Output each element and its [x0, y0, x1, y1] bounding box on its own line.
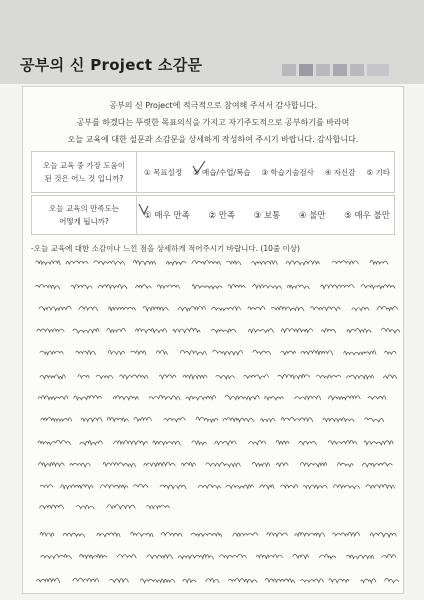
option-confidence[interactable]: ④ 자신감	[324, 167, 356, 177]
handwritten-word	[311, 306, 341, 310]
handwritten-word	[117, 554, 136, 558]
handwritten-word	[38, 463, 64, 467]
handwritten-word	[252, 261, 278, 265]
handwritten-word	[159, 375, 176, 379]
handwritten-word	[196, 417, 218, 422]
option-very-dissatisfied[interactable]: ⑤ 매우 불만	[344, 211, 390, 221]
handwritten-word	[286, 261, 319, 265]
handwritten-word	[110, 579, 129, 583]
handwritten-word	[370, 533, 396, 537]
handwritten-word	[346, 375, 373, 379]
handwritten-word	[38, 395, 68, 399]
question-label-line: 오늘 교육의 만족도는	[49, 204, 119, 213]
handwritten-word	[147, 505, 170, 509]
handwritten-word	[211, 329, 236, 333]
handwritten-word	[181, 463, 195, 467]
page-title: 공부의 신 Project 소감문	[20, 56, 203, 74]
handwritten-word	[216, 375, 235, 379]
handwritten-word	[107, 328, 126, 333]
handwritten-word	[113, 396, 138, 400]
handwritten-word	[366, 484, 395, 488]
handwritten-word	[267, 533, 288, 537]
handwritten-word	[164, 418, 185, 422]
handwritten-word	[322, 329, 336, 333]
handwritten-word	[276, 440, 289, 444]
handwritten-word	[370, 260, 388, 264]
handwritten-word	[301, 579, 324, 583]
handwritten-word	[382, 554, 396, 557]
handwritten-word	[79, 554, 106, 558]
option-satisfied[interactable]: ② 만족	[208, 211, 236, 221]
handwritten-word	[198, 485, 220, 489]
handwritten-word	[41, 418, 72, 422]
handwritten-word	[167, 261, 186, 265]
handwritten-word	[114, 440, 148, 445]
handwritten-word	[368, 396, 386, 400]
handwritten-word	[295, 532, 325, 536]
handwritten-word	[103, 462, 135, 466]
handwritten-word	[37, 329, 64, 332]
handwritten-word	[183, 375, 207, 379]
question-label-line: 어떻게 됩니까?	[59, 217, 109, 226]
handwritten-word	[233, 533, 258, 537]
handwritten-word	[384, 375, 397, 379]
handwritten-word	[109, 307, 136, 311]
handwritten-word	[107, 417, 128, 422]
handwritten-word	[248, 329, 273, 333]
handwritten-word	[293, 554, 309, 558]
handwritten-word	[74, 396, 102, 400]
handwritten-word	[377, 306, 398, 310]
handwritten-word	[211, 307, 240, 311]
handwritten-word	[206, 578, 219, 582]
handwritten-word	[248, 306, 265, 309]
handwritten-word	[264, 397, 283, 400]
handwritten-word	[276, 463, 288, 467]
handwritten-word	[76, 351, 95, 355]
handwritten-word	[278, 374, 310, 378]
handwritten-word	[361, 579, 376, 583]
option-label: ① 매우 만족	[144, 211, 190, 221]
handwritten-word	[61, 485, 93, 489]
handwritten-word	[147, 555, 173, 559]
intro-line: 공부의 신 Project에 적극적으로 참여해 주셔서 감사합니다.	[109, 101, 317, 110]
handwritten-word	[71, 285, 92, 289]
handwritten-word	[96, 375, 113, 378]
handwritten-word	[319, 554, 335, 559]
intro-line: 오늘 교육에 대한 설문과 소감문을 상세하게 작성하여 주시기 바랍니다. 감사합니다.	[67, 135, 359, 144]
redacted-logo	[282, 64, 389, 76]
handwritten-word	[98, 285, 127, 289]
handwritten-word	[385, 578, 399, 583]
handwritten-word	[333, 485, 359, 489]
handwritten-word	[107, 505, 135, 509]
handwritten-word	[63, 533, 85, 537]
handwritten-word	[352, 307, 369, 311]
handwritten-word	[281, 485, 298, 488]
question-label-line: 된 것은 어느 것 입니까?	[44, 174, 124, 183]
handwritten-word	[299, 441, 317, 444]
handwritten-word	[281, 328, 313, 332]
handwritten-word	[227, 261, 241, 265]
handwritten-word	[80, 441, 103, 445]
handwritten-word	[178, 555, 213, 559]
handwritten-word	[225, 395, 259, 400]
handwritten-word	[226, 485, 254, 489]
handwritten-word	[186, 395, 216, 399]
handwritten-word	[180, 350, 206, 354]
handwritten-word	[161, 532, 182, 536]
handwritten-word	[332, 261, 358, 265]
handwritten-word	[215, 441, 236, 445]
option-label: ② 예습/수업/복습	[192, 167, 251, 177]
handwritten-word	[265, 578, 294, 582]
handwritten-word	[385, 351, 397, 354]
handwritten-word	[316, 375, 341, 379]
handwritten-word	[131, 351, 146, 355]
handwritten-word	[40, 375, 65, 379]
handwritten-word	[120, 375, 148, 379]
handwritten-word	[252, 462, 269, 466]
free-response-prompt: -오늘 교육에 대한 소감이나 느낀 점을 상세하게 적어주시기 바랍니다. (10줄 이상)	[31, 244, 300, 253]
handwritten-word	[36, 284, 60, 289]
handwritten-word	[362, 463, 392, 467]
handwritten-word	[158, 285, 180, 289]
handwritten-word	[160, 485, 186, 489]
handwritten-word	[131, 532, 154, 537]
handwritten-word	[361, 285, 395, 289]
handwritten-word	[108, 350, 125, 354]
handwritten-word	[94, 261, 125, 265]
option-other[interactable]: ⑤ 기타	[366, 167, 390, 177]
handwritten-word	[364, 441, 393, 445]
handwritten-word	[191, 533, 222, 537]
option-goal-setting[interactable]: ① 목표설정	[144, 167, 183, 177]
handwritten-word	[81, 418, 102, 422]
handwritten-word	[38, 440, 71, 445]
handwritten-word	[228, 579, 257, 583]
handwritten-word	[333, 532, 360, 536]
handwritten-word	[223, 418, 254, 422]
handwritten-word	[261, 418, 276, 421]
handwritten-word	[144, 462, 175, 467]
option-neutral[interactable]: ③ 보통	[253, 211, 281, 221]
handwritten-word	[143, 306, 168, 311]
handwritten-word	[136, 329, 167, 333]
handwritten-word	[40, 505, 64, 509]
handwritten-word	[271, 306, 304, 310]
handwritten-word	[97, 533, 120, 537]
option-dissatisfied[interactable]: ④ 불만	[298, 211, 326, 221]
handwritten-word	[40, 485, 53, 488]
handwritten-word	[287, 285, 309, 289]
handwritten-word	[70, 463, 90, 467]
handwritten-word	[344, 351, 376, 355]
handwritten-word	[40, 532, 54, 536]
handwritten-word	[281, 351, 296, 355]
handwritten-word	[133, 260, 155, 264]
handwritten-word	[300, 462, 327, 466]
handwritten-word	[256, 555, 282, 559]
handwritten-word	[173, 328, 200, 333]
handwritten-word	[381, 328, 400, 333]
handwritten-word	[301, 351, 333, 355]
handwritten-word	[253, 350, 271, 354]
handwritten-word	[328, 396, 360, 400]
handwritten-word	[192, 284, 222, 289]
handwritten-word	[66, 261, 88, 264]
handwritten-word	[323, 418, 354, 422]
handwritten-word	[295, 396, 321, 400]
handwritten-word	[156, 350, 167, 354]
handwritten-word	[40, 351, 63, 355]
survey-sheet	[22, 86, 404, 594]
intro-line: 공부를 하겠다는 뚜렷한 목표의식을 가지고 자기주도적으로 공부하기를 바라며	[76, 118, 350, 127]
handwritten-word	[76, 505, 94, 509]
handwritten-word	[140, 579, 175, 583]
handwritten-word	[183, 579, 196, 583]
handwritten-word	[149, 395, 180, 400]
handwritten-word	[134, 417, 151, 421]
handwritten-word	[192, 260, 220, 264]
handwritten-word	[178, 306, 206, 311]
handwritten-word	[347, 328, 371, 332]
handwritten-word	[303, 485, 327, 489]
handwritten-word	[329, 579, 349, 583]
handwritten-response[interactable]	[23, 87, 403, 593]
handwritten-word	[36, 578, 59, 582]
handwritten-word	[39, 306, 71, 311]
handwritten-word	[36, 261, 60, 265]
handwritten-word	[321, 285, 354, 289]
handwritten-word	[153, 441, 181, 445]
handwritten-word	[78, 375, 89, 378]
handwritten-word	[365, 418, 384, 422]
handwritten-word	[133, 484, 148, 487]
handwritten-word	[228, 284, 245, 288]
handwritten-word	[206, 463, 240, 467]
handwritten-word	[213, 350, 243, 355]
option-study-skills-test[interactable]: ③ 학습기술검사	[261, 167, 314, 177]
handwritten-word	[73, 328, 99, 333]
handwritten-word	[244, 375, 269, 379]
handwritten-word	[219, 554, 246, 558]
handwritten-word	[260, 485, 274, 489]
handwritten-word	[281, 417, 312, 421]
handwritten-word	[100, 485, 128, 489]
handwritten-word	[192, 441, 207, 445]
handwritten-word	[347, 555, 374, 559]
handwritten-word	[253, 284, 282, 288]
question-label-line: 오늘 교육 중 가장 도움이	[43, 161, 125, 170]
handwritten-word	[136, 285, 152, 288]
handwritten-word	[73, 578, 99, 582]
handwritten-word	[79, 307, 98, 311]
handwritten-word	[249, 440, 266, 444]
handwritten-word	[328, 440, 357, 444]
handwritten-word	[41, 554, 72, 558]
handwriting-strokes	[36, 260, 400, 583]
handwritten-word	[337, 462, 353, 466]
